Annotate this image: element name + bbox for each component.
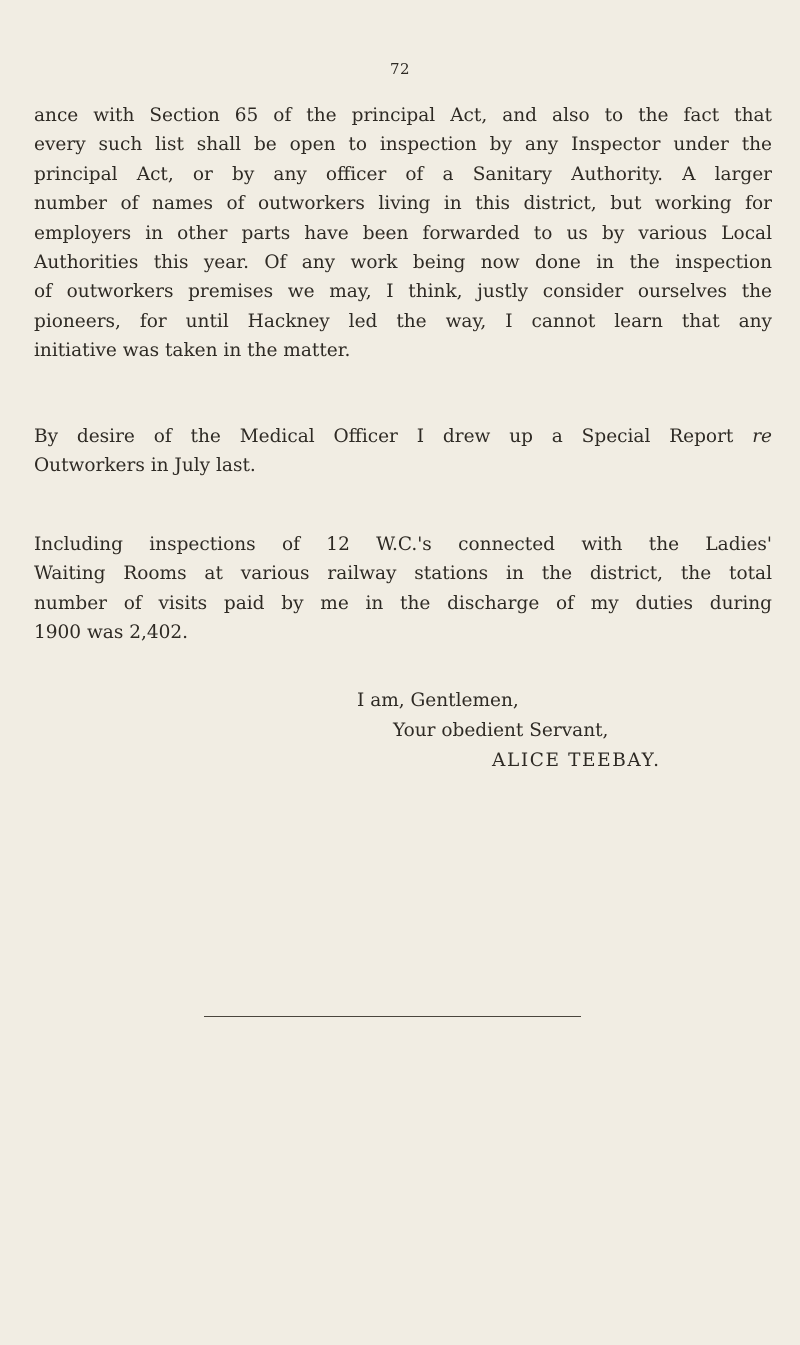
paragraph-line: number of names of outworkers living in this district, but working for: [34, 193, 772, 215]
closing-valediction: Your obedient Servant,: [393, 720, 609, 741]
special-report-text: By desire of the Medical Officer I drew up a Special Report: [34, 426, 734, 447]
paragraph-line: initiative was taken in the matter.: [34, 340, 351, 362]
paragraph-line: every such list shall be open to inspection by any Inspector under the: [34, 134, 772, 156]
paragraph-line: principal Act, or by any officer of a Sanitary Authority. A larger: [34, 163, 772, 185]
paragraph-special-report: [34, 422, 772, 481]
paragraph-line: number of visits paid by me in the discharge of my duties during: [34, 592, 772, 614]
re-italic-text: re: [752, 426, 773, 447]
signature: ALICE TEEBAY.: [492, 750, 661, 771]
horizontal-rule: [204, 1016, 581, 1017]
paragraph-outworkers-lists: [34, 101, 772, 366]
paragraph-line: pioneers, for until Hackney led the way, I cannot learn that any: [34, 310, 772, 332]
paragraph-line: ance with Section 65 of the principal Act, and also to the fact that: [34, 105, 772, 126]
paragraph-visits-total: [34, 530, 772, 648]
paragraph-line: 1900 was 2,402.: [34, 622, 189, 644]
paragraph-line: Outworkers in July last.: [34, 455, 256, 477]
page-number: 72: [389, 60, 411, 78]
paragraph-line: employers in other parts have been forwarded to us by various Local: [34, 222, 772, 244]
paragraph-line: Waiting Rooms at various railway stations in the district, the total: [34, 563, 772, 585]
paragraph-line: Including inspections of 12 W.C.'s connected with the Ladies': [34, 534, 772, 555]
paragraph-line: of outworkers premises we may, I think, justly consider ourselves the: [34, 281, 772, 303]
paragraph-line: [34, 422, 772, 451]
paragraph-line: Authorities this year. Of any work being now done in the inspection: [34, 252, 772, 274]
closing-salutation: I am, Gentlemen,: [357, 690, 519, 711]
